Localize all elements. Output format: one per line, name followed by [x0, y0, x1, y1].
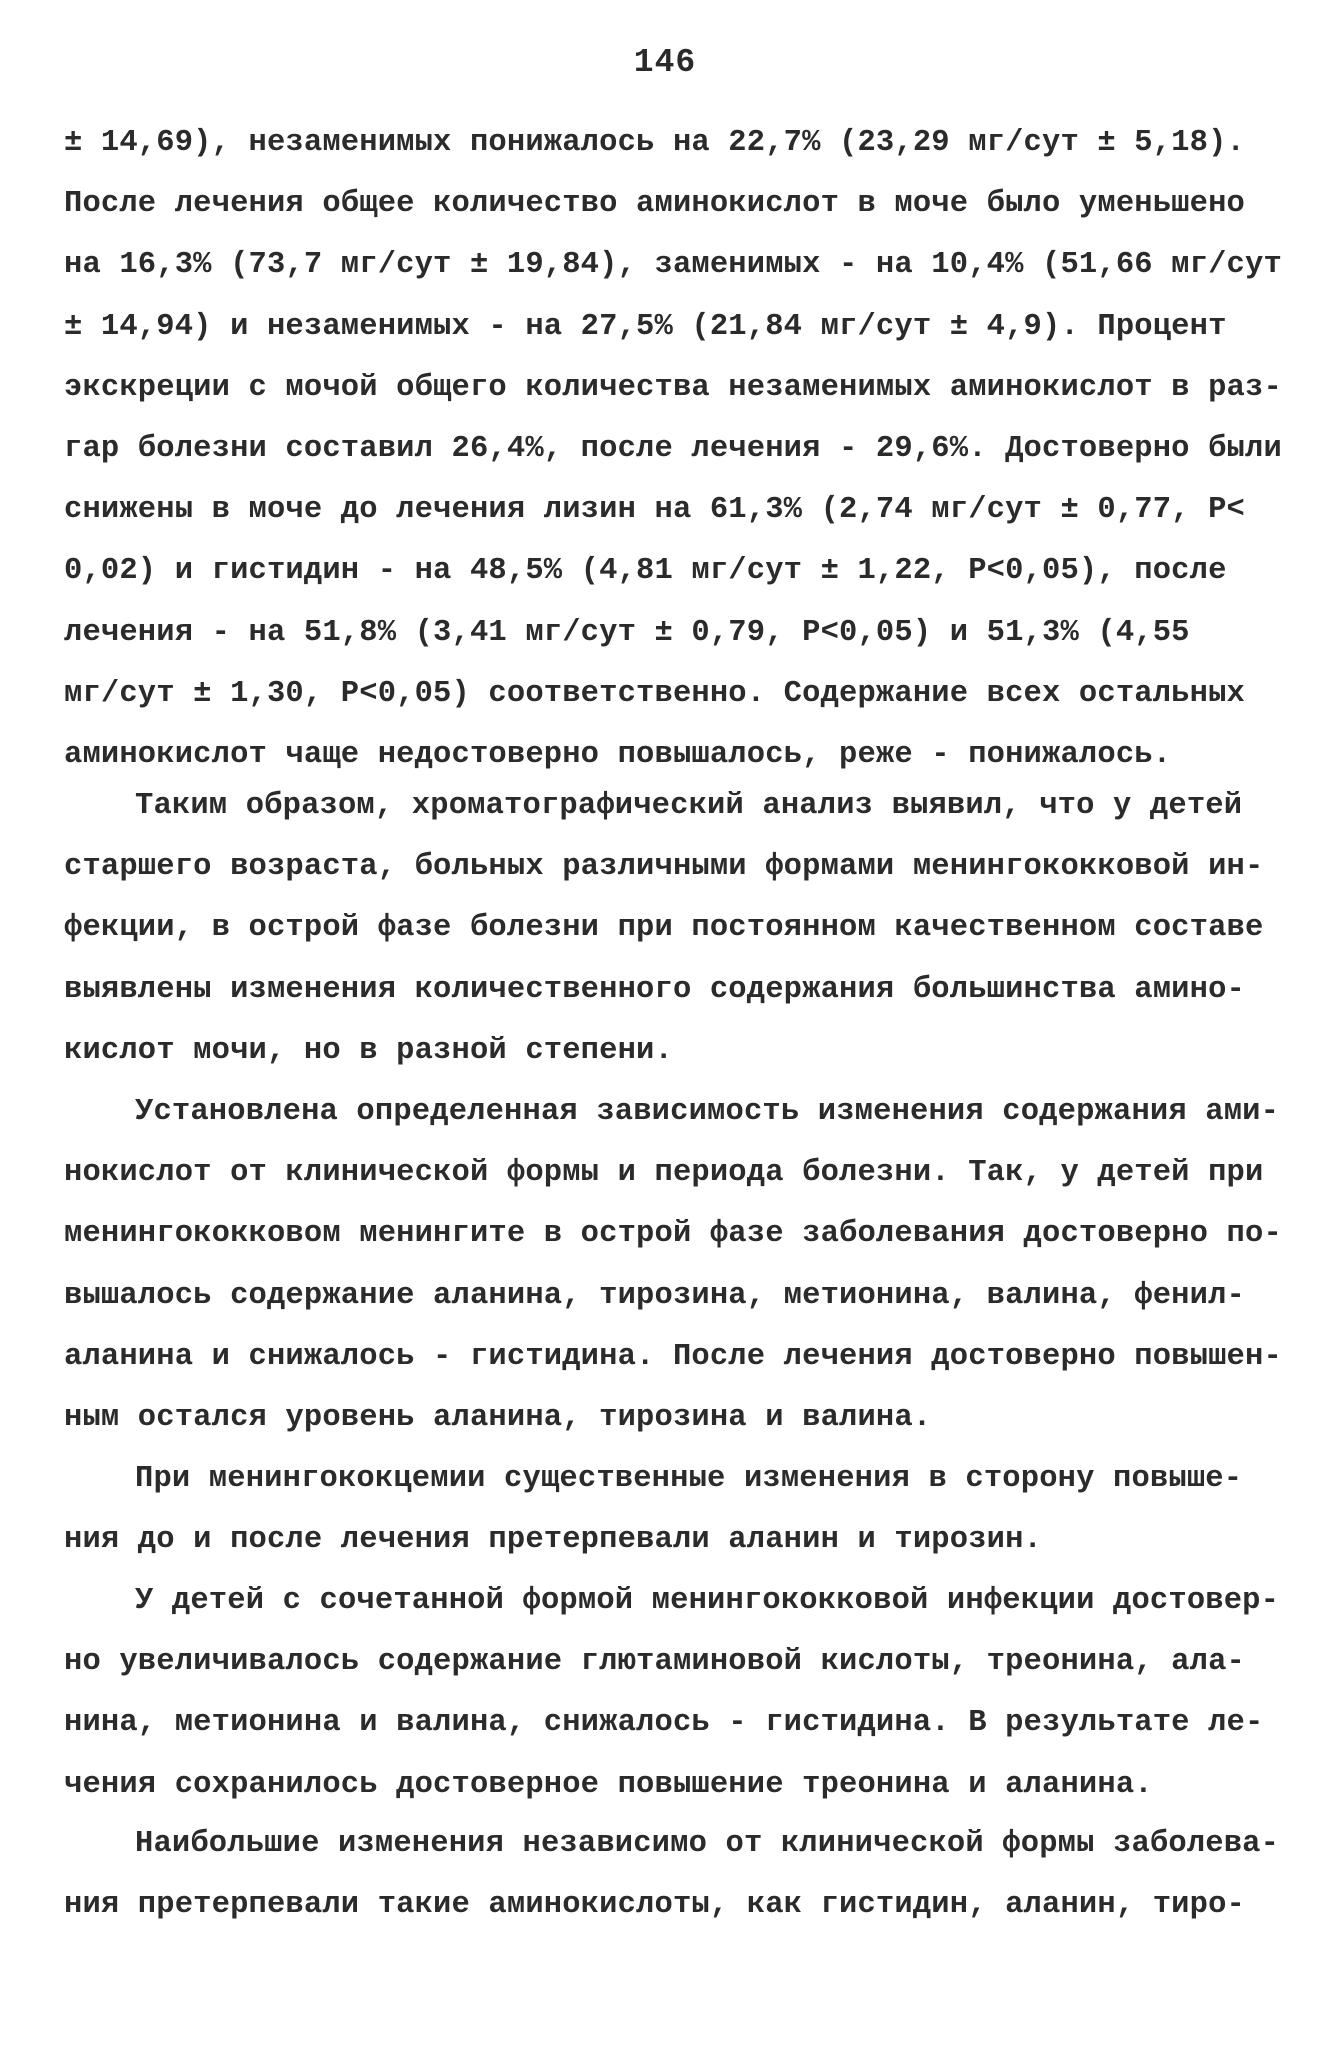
text-line: 0,02) и гистидин - на 48,5% (4,81 мг/сут ± 1,22, P<0,05), после: [64, 554, 1227, 589]
text-line: на 16,3% (73,7 мг/сут ± 19,84), заменимых - на 10,4% (51,66 мг/сут: [64, 248, 1282, 283]
text-line: нокислот от клинической формы и периода болезни. Так, у детей при: [64, 1156, 1264, 1191]
text-line: Установлена определенная зависимость изменения содержания ами-: [135, 1095, 1280, 1129]
paragraph: [64, 1814, 1280, 1936]
text-line: аланина и снижалось - гистидина. После лечения достоверно повышен-: [64, 1339, 1282, 1374]
text-line: вышалось содержание аланина, тирозина, метионина, валина, фенил-: [64, 1278, 1245, 1313]
text-line: старшего возраста, больных различными формами менингококковой ин-: [64, 850, 1264, 885]
text-line: ± 14,94) и незаменимых - на 27,5% (21,84 мг/сут ± 4,9). Процент: [64, 309, 1227, 344]
text-line: чения сохранилось достоверное повышение треонина и аланина.: [64, 1767, 1153, 1802]
paragraph: [64, 1571, 1280, 1816]
text-line: фекции, в острой фазе болезни при постоянном качественном составе: [64, 911, 1264, 946]
text-line: экскреции с мочой общего количества незаменимых аминокислот в раз-: [64, 370, 1282, 405]
text-line: Таким образом, хроматографический анализ выявил, что у детей: [135, 789, 1243, 823]
text-line: При менингококцемии существенные изменения в сторону повыше-: [135, 1462, 1243, 1496]
text-line: ным остался уровень аланина, тирозина и валина.: [64, 1400, 932, 1435]
text-line: мг/сут ± 1,30, P<0,05) соответственно. Содержание всех остальных: [64, 676, 1245, 711]
text-line: менингококковом менингите в острой фазе заболевания достоверно по-: [64, 1217, 1282, 1252]
text-line: выявлены изменения количественного содержания большинства амино-: [64, 972, 1245, 1007]
text-line: снижены в моче до лечения лизин на 61,3% (2,74 мг/сут ± 0,77, P<: [64, 493, 1245, 528]
text-line: кислот мочи, но в разной степени.: [64, 1033, 673, 1068]
text-line: ния до и после лечения претерпевали аланин и тирозин.: [64, 1523, 1043, 1558]
page-number: 146: [633, 44, 697, 81]
text-line: После лечения общее количество аминокислот в моче было уменьшено: [64, 187, 1245, 222]
paragraph: [64, 1082, 1282, 1449]
paragraph: [64, 113, 1282, 786]
text-line: нина, метионина и валина, снижалось - гистидина. В результате ле-: [64, 1706, 1264, 1741]
text-line: Наибольшие изменения независимо от клинической формы заболева-: [135, 1827, 1280, 1861]
text-line: ± 14,69), незаменимых понижалось на 22,7% (23,29 мг/сут ± 5,18).: [64, 126, 1245, 160]
text-line: ния претерпевали такие аминокислоты, как гистидин, аланин, тиро-: [64, 1888, 1245, 1923]
text-line: лечения - на 51,8% (3,41 мг/сут ± 0,79, P<0,05) и 51,3% (4,55: [64, 615, 1190, 650]
text-line: аминокислот чаще недостоверно повышалось, реже - понижалось.: [64, 737, 1172, 772]
paragraph: [64, 776, 1264, 1082]
text-line: гар болезни составил 26,4%, после лечения - 29,6%. Достоверно были: [64, 431, 1282, 466]
text-line: У детей с сочетанной формой менингококковой инфекции достовер-: [135, 1584, 1280, 1618]
text-line: но увеличивалось содержание глютаминовой кислоты, треонина, ала-: [64, 1645, 1245, 1680]
paragraph: [64, 1449, 1264, 1571]
